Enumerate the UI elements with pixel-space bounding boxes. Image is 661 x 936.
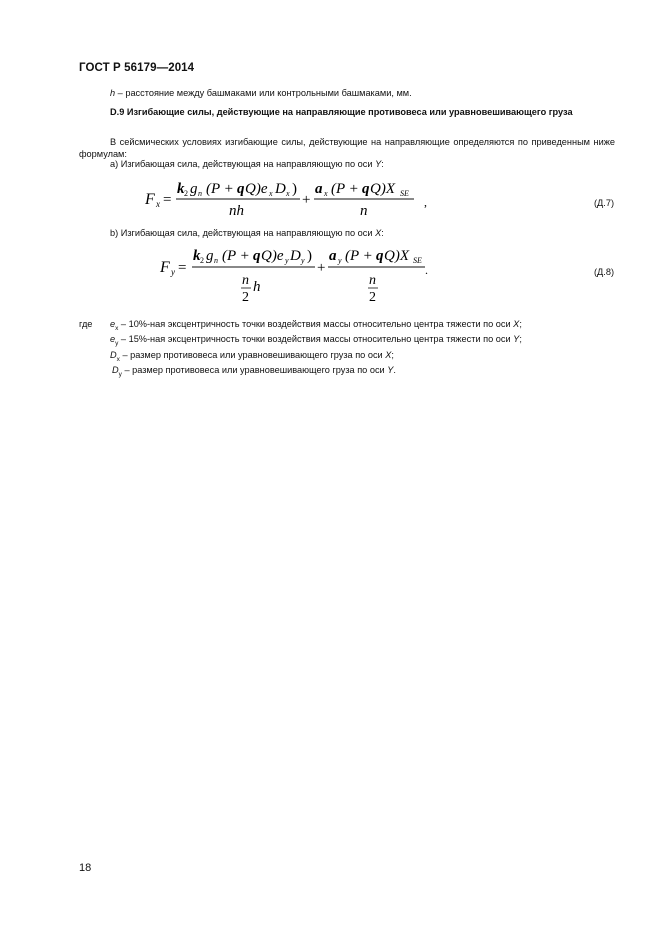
eq2-t1-k-sub: 2 <box>200 256 204 265</box>
eq2-t2-p: (P + <box>345 248 373 264</box>
definition-dy <box>110 365 522 380</box>
equation-d7 <box>140 175 440 223</box>
eq1-t1-d: D <box>275 181 286 197</box>
def-ey-sub: y <box>115 340 119 348</box>
def-ey-end: ; <box>519 334 522 345</box>
eq1-t2-x-sub: SE <box>400 189 409 198</box>
def-dy-axis: Y <box>387 364 394 375</box>
equation-d7-number: (Д.7) <box>594 198 615 208</box>
eq2-t2-den-n: n <box>369 273 376 288</box>
eq2-lhs-sub: y <box>171 267 175 277</box>
eq1-lhs: F <box>145 191 155 208</box>
where-label: где <box>79 319 93 329</box>
eq2-t2-a: a <box>329 248 337 264</box>
def-ex-sub: x <box>115 324 119 332</box>
eq1-equals: = <box>163 192 172 208</box>
eq2-t1-d: D <box>290 248 301 264</box>
def-dy-var: D <box>112 364 119 375</box>
eq1-t2-q: q <box>362 181 370 197</box>
eq2-t1-close: ) <box>307 248 312 264</box>
eq2-t1-q: q <box>253 248 261 264</box>
section-heading: D.9 Изгибающие силы, действующие на направляющие противовеса или уравновешивающего груза <box>110 107 573 117</box>
def-dx-var: D <box>110 349 117 360</box>
eq1-t1-den: nh <box>229 203 244 219</box>
def-dx-sub: x <box>116 355 120 363</box>
eq2-t1-p: (P + <box>222 248 250 264</box>
def-dy-sub: y <box>118 370 122 378</box>
intro-paragraph: В сейсмических условиях изгибающие силы, действующие на направляющие определяются по приведенным ниже формулам: <box>79 137 615 159</box>
eq2-t2-x-sub: SE <box>413 256 422 265</box>
eq1-t2-a: a <box>315 181 323 197</box>
def-ex-axis: X <box>513 319 520 329</box>
eq2-t2-qx: Q)X <box>384 248 409 264</box>
item-b-text: b) Изгибающая сила, действующая на направляющую по оси <box>110 228 376 238</box>
def-ey-text: – 15%-ная эксцентричность точки воздействия массы относительно центра тяжести по оси <box>118 334 514 345</box>
item-b <box>110 228 384 240</box>
h-definition <box>110 88 412 100</box>
eq2-t2-a-sub: y <box>338 256 342 265</box>
def-ex-var: e <box>110 319 116 329</box>
eq2-t2-den-2: 2 <box>369 290 376 305</box>
page-number: 18 <box>79 862 92 874</box>
eq2-t1-den-h: h <box>253 279 261 295</box>
eq1-t1-k: k <box>177 181 185 197</box>
document-header: ГОСТ Р 56179—2014 <box>79 62 195 74</box>
eq2-t1-k: k <box>193 248 201 264</box>
item-a-axis: Y <box>375 159 382 169</box>
eq2-t1-d-sub: y <box>301 256 305 265</box>
eq1-t1-p: (P + <box>206 181 234 197</box>
eq1-t2-a-sub: x <box>324 189 328 198</box>
h-variable: h <box>110 88 116 98</box>
eq2-period: . <box>425 263 428 277</box>
eq1-t1-k-sub: 2 <box>184 189 188 198</box>
item-a <box>110 159 384 171</box>
definition-dx <box>110 350 522 365</box>
item-b-colon: : <box>381 228 384 238</box>
eq2-t1-g-sub: n <box>214 256 218 265</box>
eq1-t1-qe: Q)e <box>245 181 268 197</box>
eq2-equals: = <box>178 260 187 276</box>
eq2-t1-den-2: 2 <box>242 290 249 305</box>
eq1-t1-close: ) <box>292 181 297 197</box>
item-a-text: а) Изгибающая сила, действующая на направляющую по оси <box>110 159 376 169</box>
def-dy-end: . <box>393 364 396 375</box>
def-ey-var: e <box>110 334 116 345</box>
def-ex-text: – 10%-ная эксцентричность точки воздействия массы относительно центра тяжести по оси <box>118 319 514 329</box>
eq2-t1-e-sub: y <box>285 256 289 265</box>
eq2-t1-g: g <box>206 248 214 264</box>
item-a-colon: : <box>381 159 384 169</box>
def-dy-text: – размер противовеса или уравновешивающего груза по оси <box>121 364 388 375</box>
eq1-t1-g: g <box>190 181 198 197</box>
eq2-t2-q: q <box>376 248 384 264</box>
eq1-t1-q: q <box>237 181 245 197</box>
item-b-axis: X <box>375 228 382 238</box>
definitions-list <box>110 319 522 380</box>
eq2-plus: + <box>317 260 326 276</box>
eq1-comma: , <box>424 195 427 209</box>
eq2-t1-den-n: n <box>242 273 249 288</box>
eq1-plus: + <box>302 192 311 208</box>
def-dx-text: – размер противовеса или уравновешивающего груза по оси <box>119 349 386 360</box>
eq1-lhs-sub: x <box>156 199 160 209</box>
eq2-lhs: F <box>160 259 170 276</box>
equation-d8-number: (Д.8) <box>594 267 615 277</box>
def-ex-end: ; <box>519 319 522 329</box>
def-ey-axis: Y <box>513 334 520 345</box>
h-definition-text: – расстояние между башмаками или контрольными башмаками, мм. <box>115 88 412 98</box>
eq2-t1-qe: Q)e <box>261 248 284 264</box>
eq1-t1-g-sub: n <box>198 189 202 198</box>
eq1-t2-p: (P + <box>331 181 359 197</box>
definition-ex <box>110 319 522 334</box>
eq1-t2-qx: Q)X <box>370 181 395 197</box>
equation-d8 <box>155 244 445 306</box>
eq1-t2-den: n <box>360 203 368 219</box>
eq1-t1-d-sub: x <box>286 189 290 198</box>
def-dx-axis: X <box>385 349 392 360</box>
eq1-t1-e-sub: x <box>269 189 273 198</box>
def-dx-end: ; <box>391 349 394 360</box>
definition-ey <box>110 334 522 349</box>
